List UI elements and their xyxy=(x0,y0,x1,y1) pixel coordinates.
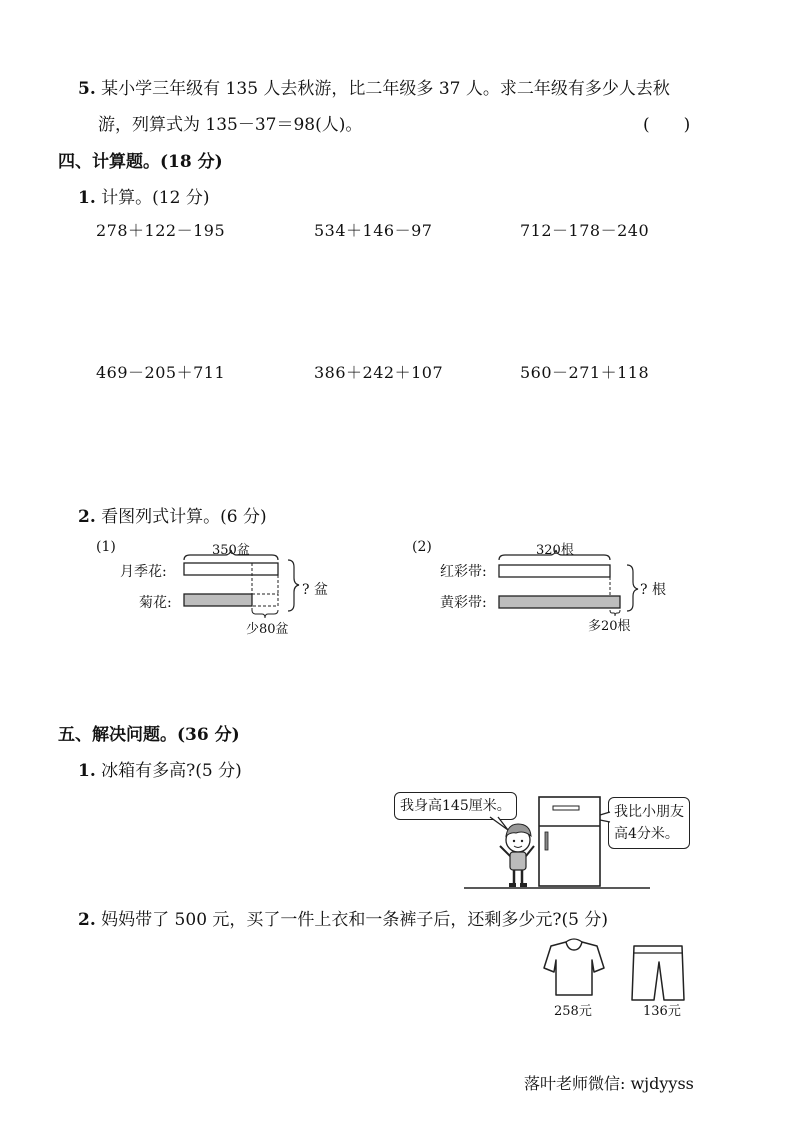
figure-1-row1-label: 月季花: xyxy=(120,564,167,580)
figure-2-bottom-label: 多20根 xyxy=(588,619,631,634)
question-number: 5. xyxy=(78,79,96,99)
figure-2-row2-label: 黄彩带: xyxy=(440,595,487,611)
question-label: 看图列式计算。(6 分) xyxy=(101,507,267,527)
question-label: 妈妈带了 500 元，买了一件上衣和一条裤子后，还剩多少元?(5 分) xyxy=(101,910,609,930)
calc-expression-4: 469－205＋711 xyxy=(96,363,226,382)
section-5-title: 五、解决问题。(36 分) xyxy=(58,725,240,745)
footer-contact: 落叶老师微信: wjdyyss xyxy=(524,1074,694,1093)
question-text-line2: 游，列算式为 135－37＝98(人)。 xyxy=(98,115,363,135)
figure-1-row2-label: 菊花: xyxy=(139,595,172,611)
figure-2-row1-label: 红彩带: xyxy=(440,564,487,580)
figure-1-index: (1) xyxy=(96,539,116,555)
figure-1-top-label: 350盆 xyxy=(212,543,250,558)
pants-icon xyxy=(632,946,684,1000)
calc-expression-6: 560－271＋118 xyxy=(520,363,650,382)
answer-parentheses: ( ) xyxy=(643,115,691,135)
speech-bubble-fridge-line1: 我比小朋友 xyxy=(614,804,684,820)
calc-expression-3: 712－178－240 xyxy=(520,221,650,240)
calc-expression-1: 278＋122－195 xyxy=(96,221,226,240)
section-4-title: 四、计算题。(18 分) xyxy=(58,152,223,172)
figure-2-index: (2) xyxy=(412,539,432,555)
shirt-icon xyxy=(544,939,604,995)
pants-price: 136元 xyxy=(643,1004,681,1019)
question-label: 计算。(12 分) xyxy=(101,188,210,208)
question-number: 2. xyxy=(78,910,96,930)
figure-2-brace-label: ? 根 xyxy=(640,582,666,598)
speech-bubble-kid: 我身高145厘米。 xyxy=(394,792,517,820)
question-number: 1. xyxy=(78,188,96,208)
figure-2-top-label: 320根 xyxy=(536,543,574,558)
question-text-line1: 某小学三年级有 135 人去秋游，比二年级多 37 人。求二年级有多少人去秋 xyxy=(101,79,670,99)
question-number: 2. xyxy=(78,507,96,527)
figure-1-bottom-label: 少80盆 xyxy=(246,622,289,637)
figure-1-brace-label: ? 盆 xyxy=(302,582,328,598)
calc-expression-5: 386＋242＋107 xyxy=(314,363,444,382)
speech-bubble-fridge-line2: 高4分米。 xyxy=(614,826,679,842)
question-number: 1. xyxy=(78,761,96,781)
shirt-price: 258元 xyxy=(554,1004,592,1019)
question-label: 冰箱有多高?(5 分) xyxy=(101,761,242,781)
calc-expression-2: 534＋146－97 xyxy=(314,221,433,240)
